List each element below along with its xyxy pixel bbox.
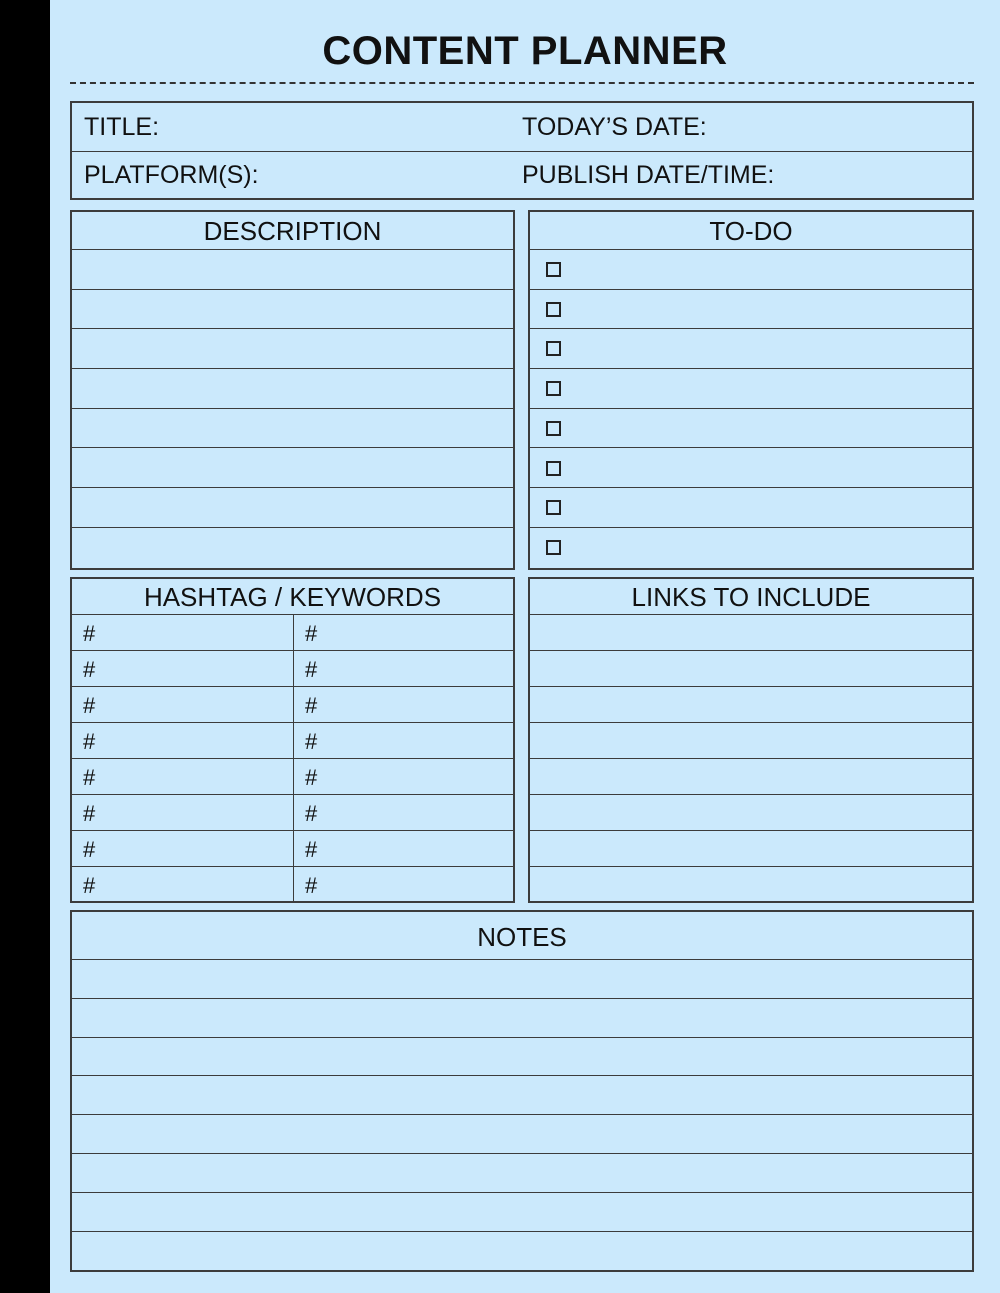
- hashtag-symbol: #: [305, 801, 318, 826]
- description-header: DESCRIPTION: [203, 216, 382, 246]
- links-header-rule: [530, 579, 972, 615]
- description-line[interactable]: [72, 409, 513, 449]
- description-line[interactable]: [72, 369, 513, 409]
- link-line[interactable]: [530, 651, 972, 687]
- notes-header: NOTES: [477, 922, 567, 952]
- hashtag-header: HASHTAG / KEYWORDS: [143, 582, 442, 612]
- links-header: LINKS TO INCLUDE: [631, 582, 871, 612]
- todo-checkbox[interactable]: [546, 381, 561, 396]
- todo-header: TO-DO: [709, 216, 793, 246]
- todo-checkbox[interactable]: [546, 302, 561, 317]
- link-line[interactable]: [530, 615, 972, 651]
- todo-checkbox[interactable]: [546, 500, 561, 515]
- title-field-label: TITLE:: [84, 113, 160, 141]
- todo-line[interactable]: [530, 290, 972, 330]
- hashtag-symbol: #: [305, 765, 318, 790]
- dashed-divider: [70, 82, 974, 84]
- hashtag-line[interactable]: [72, 723, 513, 759]
- hashtag-symbol: #: [305, 729, 318, 754]
- hashtag-symbol: #: [305, 657, 318, 682]
- link-line[interactable]: [530, 759, 972, 795]
- link-line[interactable]: [530, 795, 972, 831]
- platforms-label: PLATFORM(S):: [84, 161, 259, 189]
- notes-section: [70, 910, 974, 1272]
- link-line[interactable]: [530, 831, 972, 867]
- todo-checkbox[interactable]: [546, 262, 561, 277]
- hashtag-symbol: #: [83, 765, 96, 790]
- todo-line[interactable]: [530, 449, 972, 489]
- notes-header-rule: [72, 912, 972, 960]
- notes-line[interactable]: [72, 1154, 972, 1193]
- todo-line[interactable]: [530, 409, 972, 449]
- page-title: CONTENT PLANNER: [322, 29, 728, 73]
- publish-date-label: PUBLISH DATE/TIME:: [522, 161, 775, 189]
- hashtag-line[interactable]: [72, 759, 513, 795]
- hashtag-symbol: #: [83, 837, 96, 862]
- hashtag-line[interactable]: [72, 651, 513, 687]
- description-line[interactable]: [72, 488, 513, 528]
- todo-line[interactable]: [530, 329, 972, 369]
- description-line[interactable]: [72, 449, 513, 489]
- todays-date-label: TODAY’S DATE:: [522, 113, 707, 141]
- link-line[interactable]: [530, 687, 972, 723]
- hashtag-symbol: #: [83, 801, 96, 826]
- hashtag-symbol: #: [83, 621, 96, 646]
- hashtag-symbol: #: [305, 693, 318, 718]
- hashtag-symbol: #: [83, 873, 96, 898]
- hashtag-symbol: #: [305, 873, 318, 898]
- description-section: [70, 210, 515, 570]
- description-line[interactable]: [72, 290, 513, 330]
- hashtag-section: [70, 577, 515, 903]
- info-box: [70, 101, 974, 200]
- hashtag-symbol: #: [305, 621, 318, 646]
- todo-checkbox[interactable]: [546, 421, 561, 436]
- todo-checkbox[interactable]: [546, 540, 561, 555]
- hashtag-symbol: #: [83, 657, 96, 682]
- hashtag-line[interactable]: [72, 795, 513, 831]
- todo-checkbox[interactable]: [546, 461, 561, 476]
- todo-checkbox[interactable]: [546, 341, 561, 356]
- hashtag-header-rule: [72, 579, 513, 615]
- hashtag-line[interactable]: [72, 687, 513, 723]
- description-line[interactable]: [72, 329, 513, 369]
- hashtag-symbol: #: [305, 837, 318, 862]
- todo-line[interactable]: [530, 250, 972, 290]
- links-section: [528, 577, 974, 903]
- notes-line[interactable]: [72, 960, 972, 999]
- hashtag-line[interactable]: [72, 615, 513, 651]
- notes-line[interactable]: [72, 1076, 972, 1115]
- notes-line[interactable]: [72, 1193, 972, 1232]
- hashtag-symbol: #: [83, 729, 96, 754]
- description-line[interactable]: [72, 250, 513, 290]
- hashtag-line[interactable]: [72, 831, 513, 867]
- binding-strip: [0, 0, 50, 1293]
- notes-line[interactable]: [72, 999, 972, 1038]
- todo-section: [528, 210, 974, 570]
- link-line[interactable]: [530, 723, 972, 759]
- todo-line[interactable]: [530, 488, 972, 528]
- todo-header-rule: [530, 212, 972, 250]
- hashtag-symbol: #: [83, 693, 96, 718]
- notes-line[interactable]: [72, 1115, 972, 1154]
- description-line[interactable]: [72, 212, 513, 250]
- todo-line[interactable]: [530, 369, 972, 409]
- notes-line[interactable]: [72, 1038, 972, 1077]
